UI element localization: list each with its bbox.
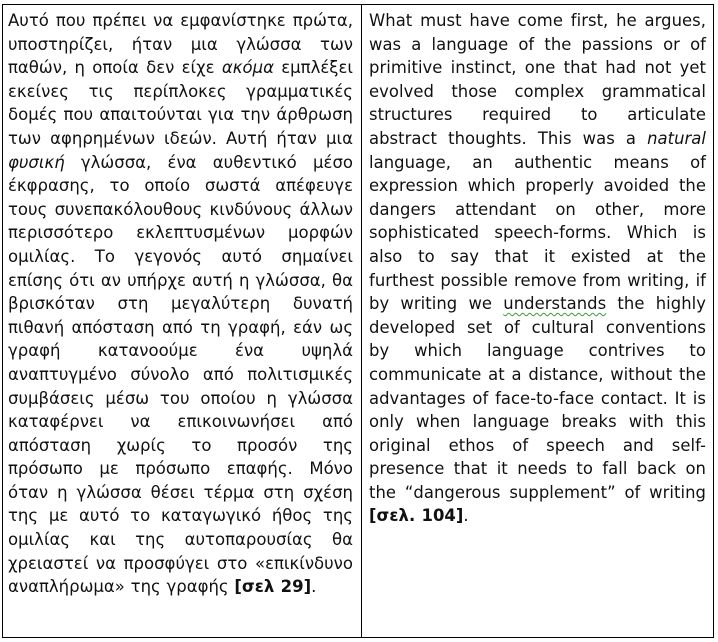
english-page-reference: [σελ. 104] bbox=[369, 506, 464, 526]
spellcheck-flagged-word[interactable]: understands bbox=[503, 294, 607, 314]
greek-emphasis-akoma: ακόμα bbox=[221, 58, 274, 78]
greek-text-part-3: γλώσσα, ένα αυθεντικό μέσο έκφρασης, το οποίο σωστά απέφευγε τους συνεπακόλουθους κινδύνους άλλων περισσότερο εκλεπτυσμένων μορφών ομιλίας. Το γεγονός αυτό σημαίνει επίσης ότι αν υπήρχε αυτή η γλώσσα, θα βρισκόταν στη μεγαλύτερη δυνατή πιθανή απόσταση από τη γραφή, εάν ως γραφή κατανοούμε ένα υψηλά αναπτυγμένο σύνολο από πολιτισμικές συμβάσεις μέσω του οποίου η γλώσσα καταφέρνει να επικοινωνήσει από απόσταση χωρίς το προσόν της πρόσωπο με πρόσωπο επαφής. Μόνο όταν η γλώσσα θέσει τέρμα στη σχέση της με αυτό το καταγωγικό ήθος της ομιλίας και της αυτοπαρουσίας θα χρειαστεί να προσφύγει στο «επικίνδυνο αναπλήρωμα» της γραφής bbox=[8, 152, 353, 597]
english-original-cell bbox=[362, 5, 713, 637]
greek-paragraph bbox=[8, 9, 353, 599]
translation-table bbox=[2, 4, 714, 638]
english-text-end: . bbox=[463, 506, 469, 526]
greek-emphasis-fysiki: φυσική bbox=[8, 152, 65, 172]
english-emphasis-natural: natural bbox=[647, 128, 706, 148]
greek-text-part-2: εμπλέξει εκείνες τις περίπλοκες γραμματικές δομές που απαιτούνται για την άρθρωση των αφηρημένων ιδεών. Αυτή ήταν μια bbox=[8, 58, 353, 148]
english-paragraph bbox=[369, 9, 706, 528]
english-text-part-1: What must have come first, he argues, was a language of the passions or of primitive instinct, one that had not yet evolved those complex grammatical structures required to articulate abstract thoughts. This was a bbox=[369, 11, 706, 148]
greek-text-part-1: Αυτό που πρέπει να εμφανίστηκε πρώτα, υποστηρίζει, ήταν μια γλώσσα των παθών, η οποία δεν είχε bbox=[8, 11, 353, 78]
greek-translation-cell bbox=[3, 5, 362, 637]
greek-text-end: . bbox=[311, 577, 317, 597]
english-text-part-3: the highly developed set of cultural conventions by which language contrives to communicate at a distance, without the advantages of face-to-face contact. It is only when language breaks with this original ethos of speech and self-presence that it needs to fall back on the “dangerous supplement” of writing bbox=[369, 294, 706, 502]
greek-page-reference: [σελ 29] bbox=[234, 577, 312, 597]
english-text-part-2: language, an authentic means of expression which properly avoided the dangers attendant on other, more sophisticated speech-forms. Which is also to say that it existed at the furthest possible remove from writing, if by writing we bbox=[369, 152, 706, 314]
